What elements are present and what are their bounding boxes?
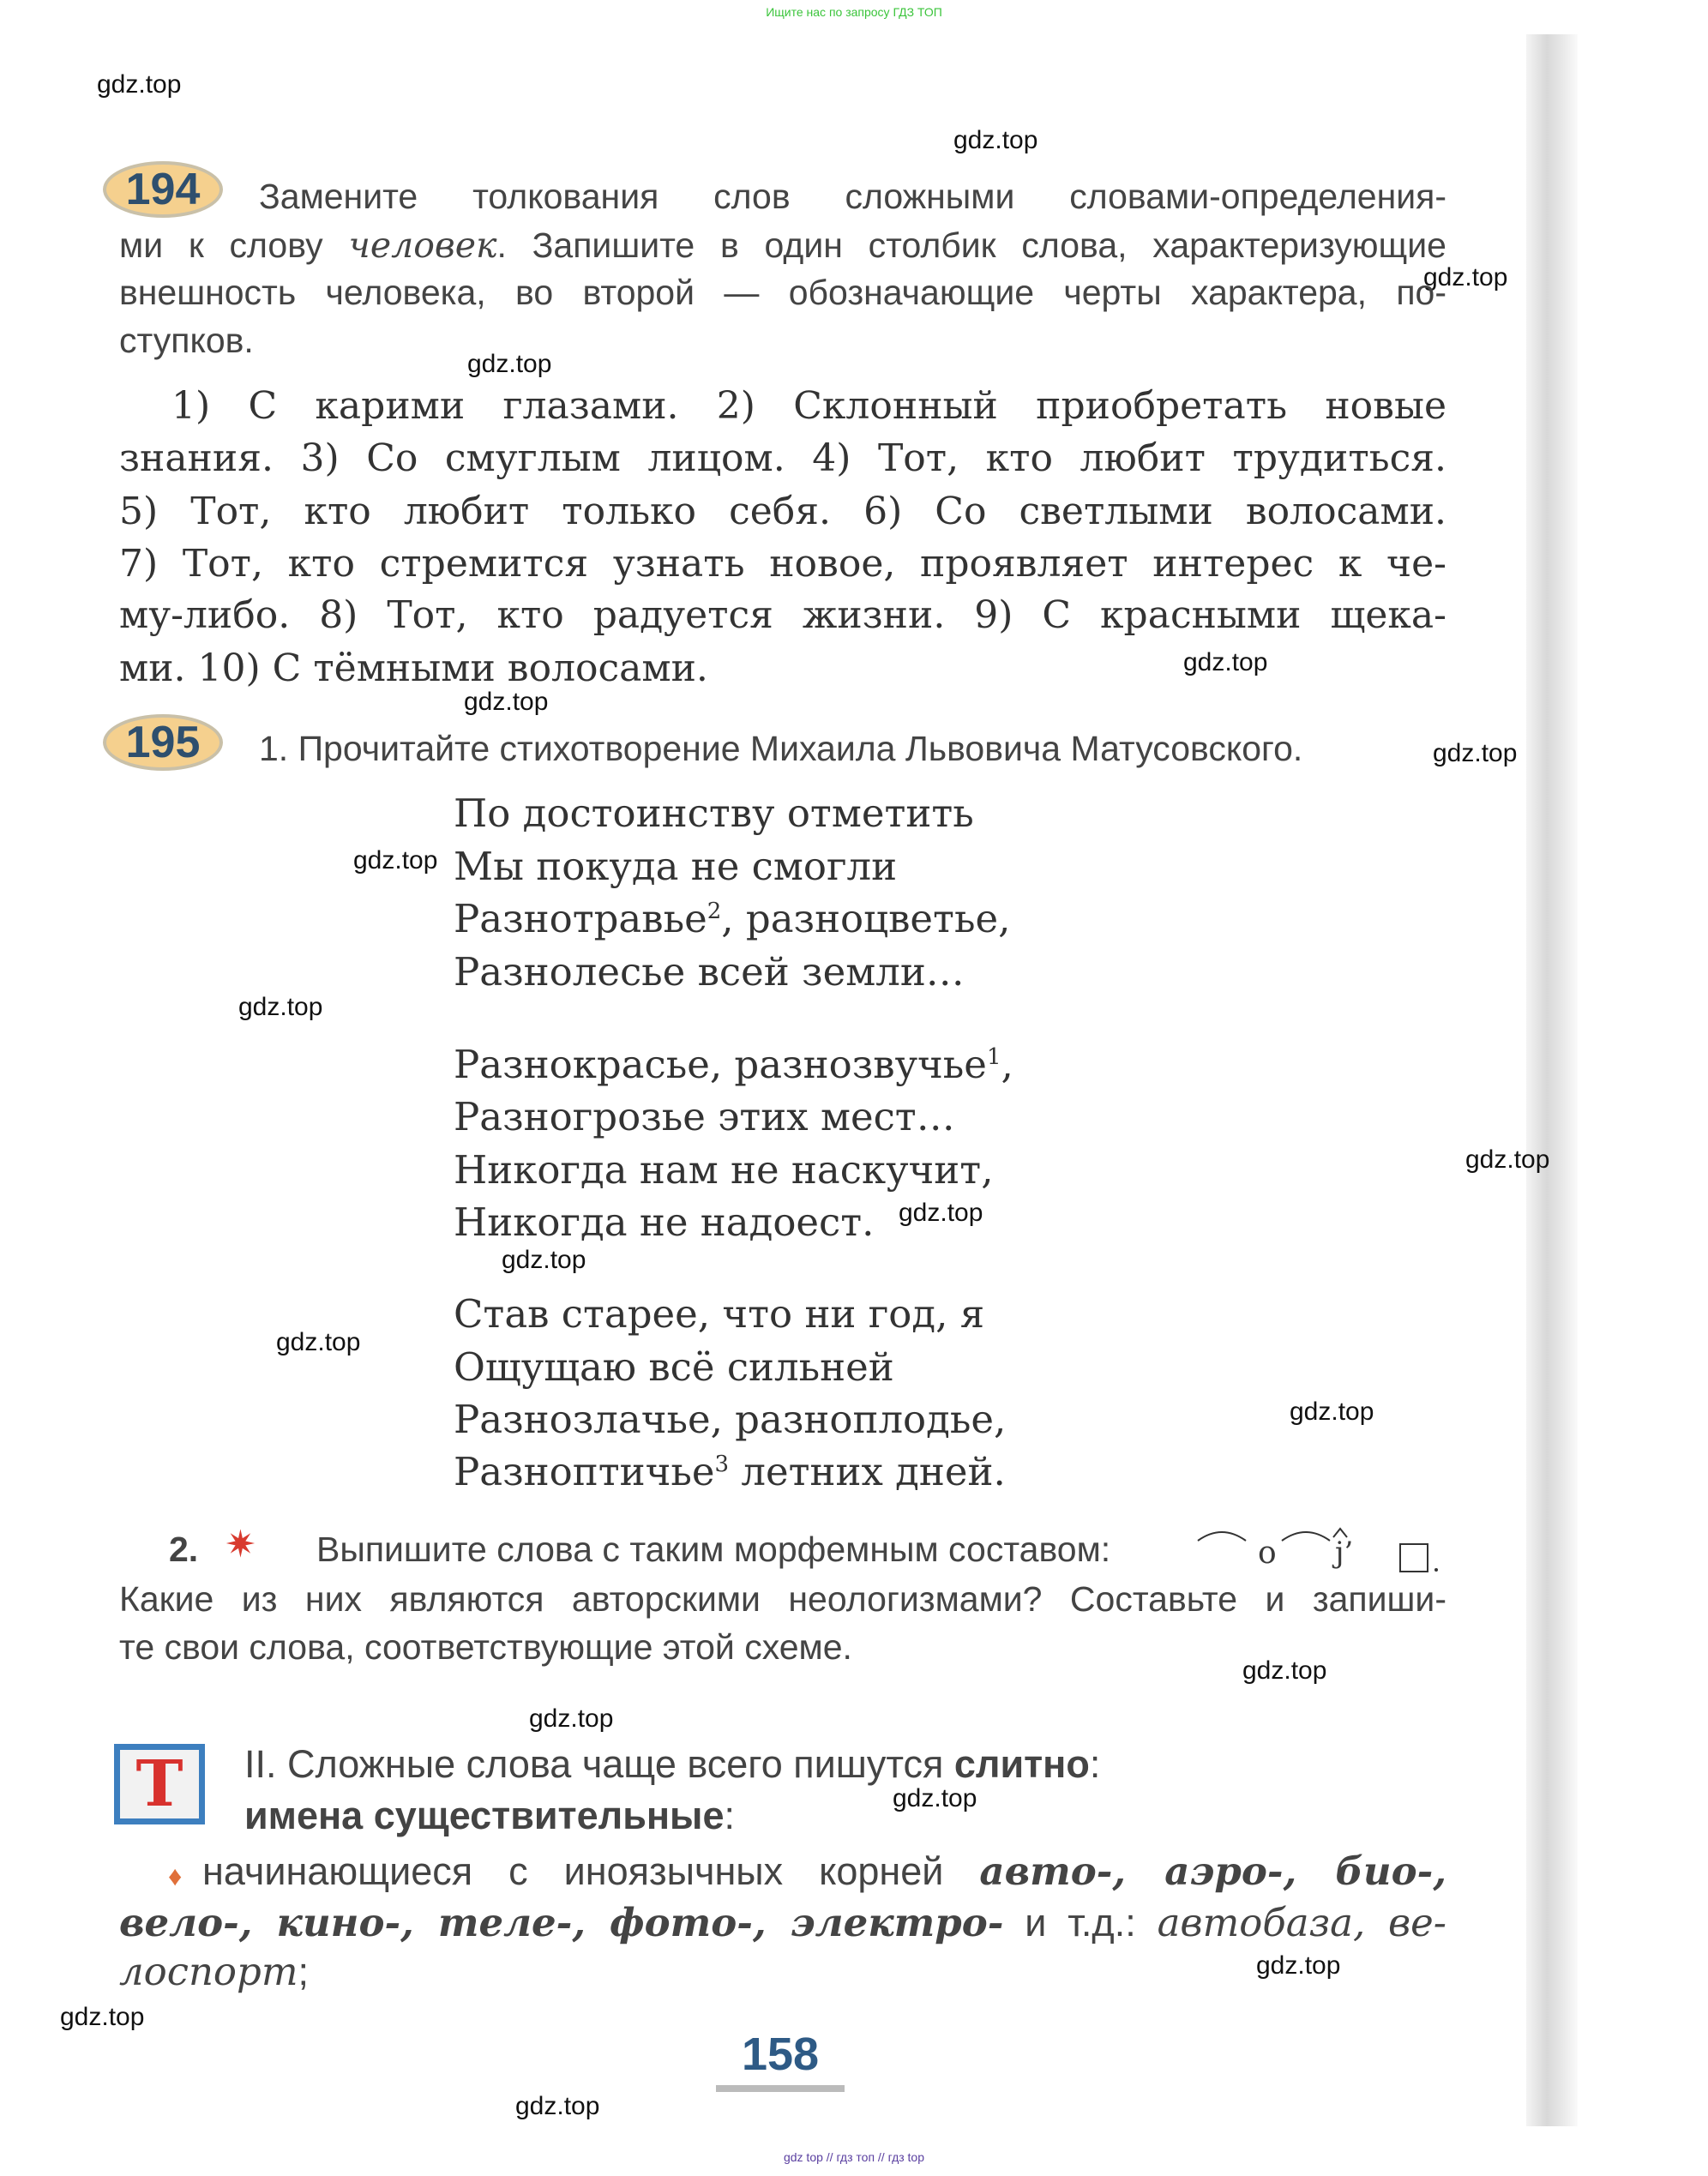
top-banner: Ищите нас по запросу ГДЗ ТОП (766, 5, 942, 19)
text: : (724, 1794, 736, 1837)
task-line: ступков. (119, 321, 254, 360)
emphasis: имена существительные (244, 1794, 725, 1837)
watermark: gdz.top (1433, 739, 1518, 767)
page-edge (1526, 34, 1578, 2126)
item-line: знания. 3) Со смуглым лицом. 4) Тот, кто любит трудиться. (119, 436, 1446, 480)
poem-line (454, 1042, 1013, 1087)
task-number: 2. (169, 1530, 199, 1569)
watermark: gdz.top (1423, 263, 1508, 292)
morpheme-scheme (1196, 1522, 1453, 1573)
item-line: ми. 10) С тёмными волосами. (119, 646, 708, 690)
text: : (1089, 1742, 1101, 1786)
poem-line (454, 896, 1010, 941)
poem-line: Разнолесье всей земли… (454, 949, 965, 995)
creative-task-star-icon: ✷ (225, 1524, 256, 1566)
text: ; (298, 1950, 310, 1993)
text: начинающиеся с иноязычных корней (202, 1849, 980, 1893)
poem-line: Разнозлачье, разноплодье, (454, 1397, 1007, 1442)
watermark: gdz.top (60, 2003, 145, 2031)
exercise-number-badge: 195 (103, 714, 223, 771)
page-number: 158 (741, 2029, 820, 2080)
page-number-underline (716, 2085, 845, 2092)
watermark: gdz.top (953, 126, 1038, 154)
text: Разнотравье (454, 896, 707, 941)
footnote-mark: 2 (707, 899, 722, 924)
poem-line: Никогда нам не наскучит, (454, 1147, 994, 1193)
exercise-number-badge: 194 (103, 161, 223, 218)
watermark: gdz.top (276, 1328, 361, 1356)
connecting-vowel: o (1258, 1536, 1277, 1571)
text: Разнокрасье, разнозвучье (454, 1042, 987, 1087)
suffix-j: j’ (1335, 1536, 1354, 1570)
watermark: gdz.top (238, 993, 323, 1021)
bullet-diamond-icon: ♦ (168, 1860, 183, 1891)
task-line: те свои слова, соответствующие этой схеме. (119, 1627, 852, 1667)
roots: авто-, аэро-, био-, (979, 1848, 1446, 1894)
item-line: 7) Тот, кто стремится узнать новое, проявляет интерес к че- (119, 542, 1446, 586)
poem-line: Ощущаю всё сильней (454, 1344, 894, 1390)
text: , (1001, 1042, 1013, 1087)
example: автобаза, ве- (1157, 1900, 1447, 1945)
rule-line (244, 1742, 1100, 1787)
task-line (119, 225, 1446, 266)
rule-line (244, 1794, 735, 1838)
bottom-footer: gdz top // гдз топ // гдз top (783, 2150, 925, 2164)
emphasis: слитно (953, 1742, 1090, 1786)
watermark: gdz.top (97, 70, 182, 99)
rule-line (202, 1848, 1446, 1894)
roots: вело-, кино-, теле-, фото-, электро- (119, 1900, 1004, 1945)
watermark: gdz.top (353, 846, 438, 875)
footnote-mark: 1 (986, 1044, 1001, 1070)
keyword: человек (348, 225, 497, 266)
rule-line (119, 1900, 1446, 1945)
task-line: Какие из них являются авторскими неологизмами? Составьте и запиши- (119, 1579, 1446, 1619)
watermark: gdz.top (515, 2092, 600, 2120)
task-line: Замените толкования слов сложными словами-определения- (259, 177, 1446, 216)
theory-letter: Т (120, 1750, 199, 1818)
watermark: gdz.top (1242, 1656, 1327, 1685)
text: II. Сложные слова чаще всего пишутся (244, 1742, 954, 1786)
watermark: gdz.top (502, 1246, 586, 1274)
item-line: 1) С карими глазами. 2) Склонный приобретать новые (171, 384, 1446, 428)
text: ми к слову (119, 225, 323, 265)
text: , разноцветье, (721, 896, 1011, 941)
watermark: gdz.top (1183, 648, 1268, 676)
task-line: 1. Прочитайте стихотворение Михаила Львовича Матусовского. (259, 729, 1303, 768)
text: Разноптичье (454, 1449, 715, 1494)
root-arc-icon (1196, 1522, 1453, 1573)
item-line: му-либо. 8) Тот, кто радуется жизни. 9) С красными щека- (119, 593, 1446, 637)
footnote-mark: 3 (714, 1452, 730, 1477)
text: . Запишите в один столбик слова, характеризующие (496, 225, 1446, 265)
watermark: gdz.top (893, 1784, 977, 1812)
poem-line: Никогда не надоест. (454, 1199, 875, 1245)
watermark: gdz.top (1256, 1951, 1341, 1980)
task-line: внешность человека, во второй — обозначающие черты характера, по- (119, 273, 1446, 312)
watermark: gdz.top (899, 1199, 983, 1227)
watermark: gdz.top (1290, 1398, 1374, 1426)
poem-line: По достоинству отметить (454, 790, 974, 836)
poem-line: Мы покуда не смогли (454, 844, 898, 889)
watermark: gdz.top (467, 350, 552, 378)
poem-line: Разногрозье этих мест… (454, 1094, 955, 1139)
watermark: gdz.top (464, 688, 549, 716)
poem-line (454, 1449, 1006, 1494)
watermark: gdz.top (1465, 1145, 1550, 1174)
text: летних дней. (729, 1449, 1006, 1494)
rule-line (119, 1949, 309, 1994)
watermark: gdz.top (529, 1704, 614, 1733)
item-line: 5) Тот, кто любит только себя. 6) Со светлыми волосами. (119, 490, 1446, 533)
text: и т.д.: (1003, 1901, 1158, 1945)
task-line: Выпишите слова с таким морфемным составом: (316, 1530, 1111, 1569)
theory-icon (114, 1744, 205, 1824)
example: лоспорт (119, 1949, 298, 1994)
poem-line: Став старее, что ни год, я (454, 1291, 985, 1337)
